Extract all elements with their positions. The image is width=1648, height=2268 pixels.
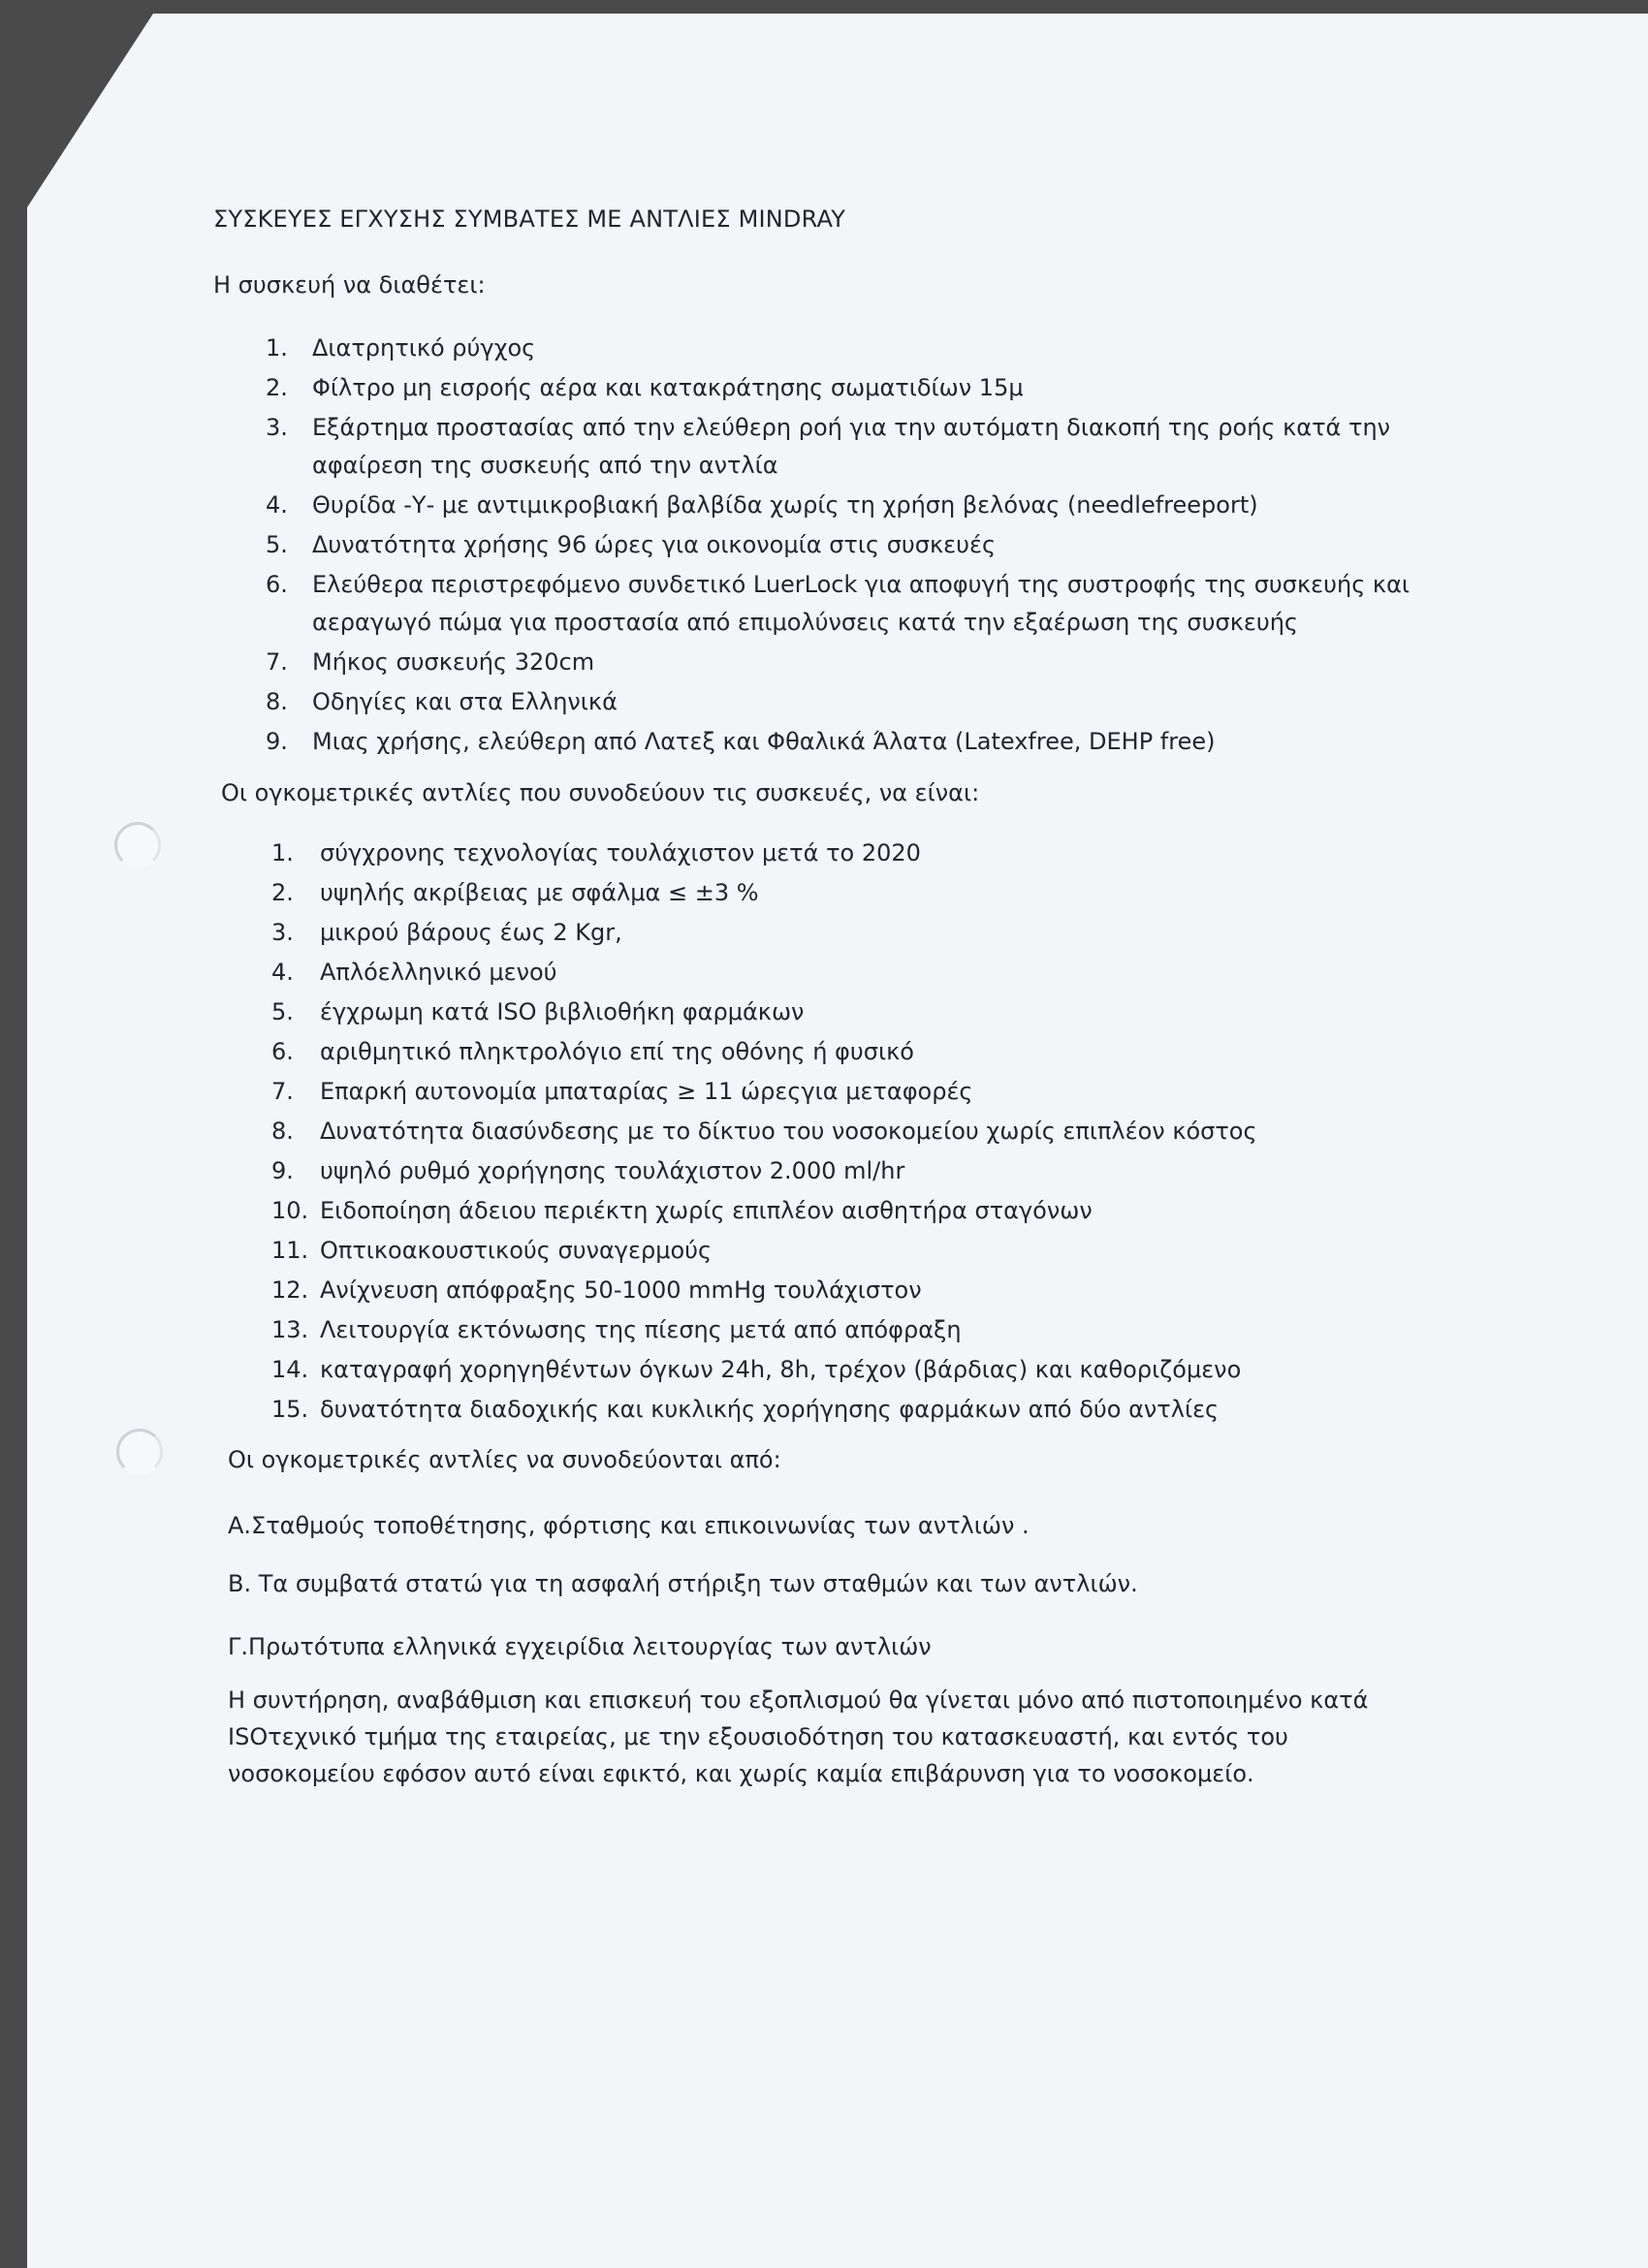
list-item xyxy=(271,993,1386,1031)
list-item-number: 8. xyxy=(266,688,288,715)
list-item xyxy=(271,1391,1386,1429)
list-item-number: 3. xyxy=(266,414,288,441)
list-item xyxy=(271,914,1386,952)
list-item xyxy=(271,1232,1386,1270)
list-item xyxy=(271,1152,1386,1190)
accessory-a: Α.Σταθμούς τοποθέτησης, φόρτισης και επικοινωνίας των αντλιών . xyxy=(228,1512,1030,1539)
list-item-text: Λειτουργία εκτόνωσης της πίεσης μετά από απόφραξη xyxy=(320,1316,962,1343)
list-item-text: Θυρίδα -Υ- με αντιμικροβιακή βαλβίδα χωρίς τη χρήση βελόνας (needlefreeport) xyxy=(312,491,1258,519)
list-item-number: 8. xyxy=(271,1118,294,1145)
list-item-number: 13. xyxy=(271,1316,309,1343)
list-item-text: Ανίχνευση απόφραξης 50-1000 mmHg τουλάχιστον xyxy=(320,1276,922,1304)
list-item xyxy=(271,835,1386,872)
list-item-text: Μήκος συσκευής 320cm xyxy=(312,648,595,676)
list-item xyxy=(266,330,1439,367)
list-item-number: 10. xyxy=(271,1197,309,1224)
list-item xyxy=(266,409,1439,485)
list-item-text: Απλόελληνικό μενού xyxy=(320,959,557,986)
list-item-number: 3. xyxy=(271,919,294,946)
list-item-text: Δυνατότητα χρήσης 96 ώρες για οικονομία στις συσκευές xyxy=(312,531,997,558)
list-item xyxy=(266,723,1439,761)
list-item-number: 11. xyxy=(271,1237,309,1264)
list-item-text: αριθμητικό πληκτρολόγιο επί της οθόνης ή φυσικό xyxy=(320,1038,914,1065)
accessory-b: Β. Τα συμβατά στατώ για τη ασφαλή στήριξη των σταθμών και των αντλιών. xyxy=(228,1570,1138,1597)
list-item-number: 5. xyxy=(266,531,288,558)
list-item-text: καταγραφή χορηγηθέντων όγκων 24h, 8h, τρέχον (βάρδιας) και καθοριζόμενο xyxy=(320,1356,1242,1383)
list-item-number: 7. xyxy=(271,1078,294,1105)
list-item-text: υψηλής ακρίβειας με σφάλμα ≤ ±3 % xyxy=(320,879,759,906)
list-item-number: 4. xyxy=(271,959,294,986)
list-item-text: Ελεύθερα περιστρεφόμενο συνδετικό LuerLock για αποφυγή της συστροφής της συσκευής και αεραγωγό πώμα για προστασία από επιμολύνσεις κατά την εξαέρωση της συσκευής xyxy=(312,571,1410,636)
list-item-number: 4. xyxy=(266,491,288,519)
list-item-text: έγχρωμη κατά ISO βιβλιοθήκη φαρμάκων xyxy=(320,998,805,1025)
list-item xyxy=(266,487,1439,524)
list-item xyxy=(266,566,1439,642)
maintenance-paragraph: Η συντήρηση, αναβάθμιση και επισκευή του εξοπλισμού θα γίνεται μόνο από πιστοποιημένο κατά ISOτεχνικό τμήμα της εταιρείας, με την εξουσιοδότηση του κατασκευαστή, και εντός του νοσοκομείου εφόσον αυτό είναι εφικτό, και χωρίς καμία επιβάρυνση για το νοσοκομείο. xyxy=(228,1686,1369,1787)
list-item-number: 9. xyxy=(266,728,288,755)
list-item-text: δυνατότητα διαδοχικής και κυκλικής χορήγησης φαρμάκων από δύο αντλίες xyxy=(320,1396,1220,1423)
list-item-number: 2. xyxy=(266,374,288,401)
list-item xyxy=(271,1272,1386,1309)
list-item xyxy=(266,644,1439,681)
list-item-text: υψηλό ρυθμό χορήγησης τουλάχιστον 2.000 ml/hr xyxy=(320,1157,905,1184)
list-item xyxy=(271,1113,1386,1150)
list-item-number: 15. xyxy=(271,1396,309,1423)
section3-intro: Οι ογκομετρικές αντλίες να συνοδεύονται από: xyxy=(228,1446,781,1473)
list-item-text: Φίλτρο μη εισροής αέρα και κατακράτησης σωματιδίων 15μ xyxy=(312,374,1024,401)
list-item-number: 2. xyxy=(271,879,294,906)
device-requirements-list xyxy=(266,330,1439,763)
list-item-text: Οπτικοακουστικούς συναγερμούς xyxy=(320,1237,713,1264)
list-item-text: Εξάρτημα προστασίας από την ελεύθερη ροή για την αυτόματη διακοπή της ροής κατά την αφαίρεση της συσκευής από την αντλία xyxy=(312,414,1391,479)
list-item-text: μικρού βάρους έως 2 Kgr, xyxy=(320,919,622,946)
document-title: ΣΥΣΚΕΥΕΣ ΕΓΧΥΣΗΣ ΣΥΜΒΑΤΕΣ ΜΕ ΑΝΤΛΙΕΣ MINDRAY xyxy=(213,205,846,233)
list-item-number: 14. xyxy=(271,1356,309,1383)
section1-intro: Η συσκευή να διαθέτει: xyxy=(213,271,486,299)
list-item-text: σύγχρονης τεχνολογίας τουλάχιστον μετά το 2020 xyxy=(320,839,921,866)
list-item xyxy=(266,683,1439,721)
list-item xyxy=(271,1311,1386,1349)
list-item-text: Δυνατότητα διασύνδεσης με το δίκτυο του νοσοκομείου χωρίς επιπλέον κόστος xyxy=(320,1118,1257,1145)
list-item xyxy=(271,1033,1386,1071)
list-item-text: Οδηγίες και στα Ελληνικά xyxy=(312,688,618,715)
list-item-number: 12. xyxy=(271,1276,309,1304)
list-item xyxy=(271,954,1386,992)
list-item-number: 7. xyxy=(266,648,288,676)
list-item xyxy=(266,526,1439,564)
list-item-text: Διατρητικό ρύγχος xyxy=(312,334,536,362)
list-item xyxy=(271,1351,1386,1389)
list-item-text: Ειδοποίηση άδειου περιέκτη χωρίς επιπλέον αισθητήρα σταγόνων xyxy=(320,1197,1093,1224)
pump-requirements-list xyxy=(271,835,1386,1431)
list-item-text: Επαρκή αυτονομία μπαταρίας ≥ 11 ώρεςγια μεταφορές xyxy=(320,1078,973,1105)
list-item-number: 6. xyxy=(271,1038,294,1065)
list-item-number: 1. xyxy=(271,839,294,866)
accessory-c: Γ.Πρωτότυπα ελληνικά εγχειρίδια λειτουργίας των αντλιών xyxy=(228,1633,932,1660)
list-item-number: 5. xyxy=(271,998,294,1025)
list-item xyxy=(271,1192,1386,1230)
list-item-text: Μιας χρήσης, ελεύθερη από Λατεξ και Φθαλικά Άλατα (Latexfree, DEHP free) xyxy=(312,728,1216,755)
list-item-number: 6. xyxy=(266,571,288,598)
section2-intro: Οι ογκομετρικές αντλίες που συνοδεύουν τις συσκευές, να είναι: xyxy=(221,779,980,806)
list-item xyxy=(271,874,1386,912)
list-item-number: 1. xyxy=(266,334,288,362)
list-item xyxy=(266,369,1439,407)
list-item xyxy=(271,1073,1386,1111)
list-item-number: 9. xyxy=(271,1157,294,1184)
